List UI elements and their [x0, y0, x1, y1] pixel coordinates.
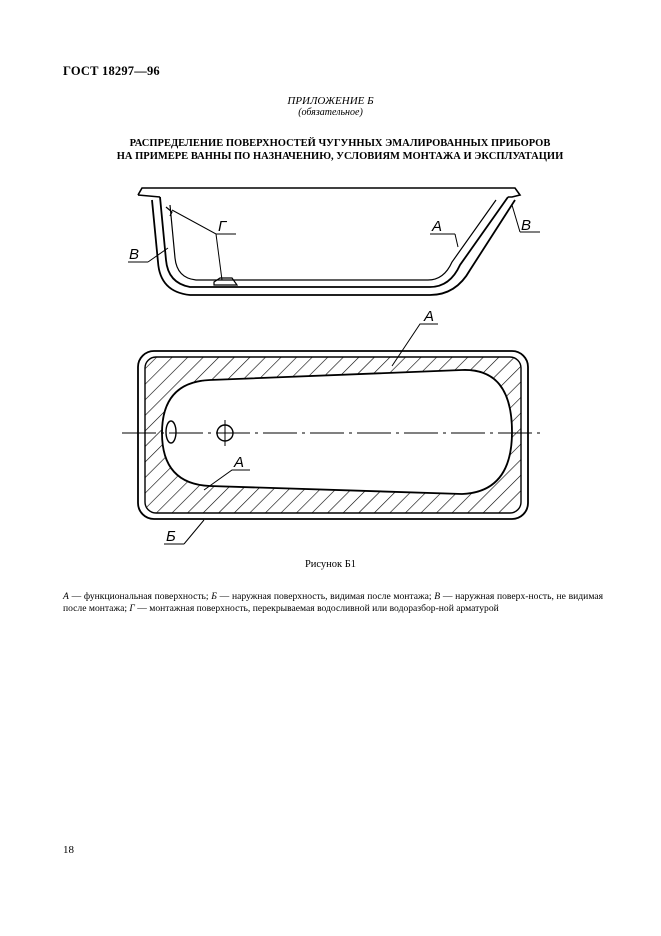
- legend-text-a: — функциональная поверхность;: [68, 591, 212, 602]
- legend-text-g: — монтажная поверхность, перекрываемая водосливной или водоразбор-ной арматурой: [134, 603, 499, 614]
- bathtub-section-view: [138, 188, 520, 295]
- document-code: ГОСТ 18297—96: [63, 64, 160, 78]
- figure-caption: Рисунок Б1: [304, 559, 357, 570]
- bathtub-plan-view: [122, 351, 540, 519]
- label-v-left: В: [129, 246, 140, 263]
- label-b: Б: [166, 528, 176, 545]
- legend-text-v: — наружная поверх-ность, не видимая после монтажа;: [63, 591, 603, 614]
- appendix-subtitle: (обязательное): [298, 107, 363, 118]
- label-a-plan-top: А: [424, 308, 435, 325]
- appendix-title: ПРИЛОЖЕНИЕ Б: [287, 95, 374, 107]
- legend-letter-g: Г: [129, 603, 135, 614]
- heading-line-1: РАСПРЕДЕЛЕНИЕ ПОВЕРХНОСТЕЙ ЧУГУННЫХ ЭМАЛИРОВАННЫХ ПРИБОРОВ: [129, 138, 551, 149]
- label-a-section: А: [432, 218, 443, 235]
- label-v-right: В: [521, 217, 532, 234]
- page-number: 18: [63, 844, 74, 856]
- legend-letter-v: В: [434, 591, 441, 602]
- legend-letter-b: Б: [211, 591, 217, 602]
- legend-letter-a: А: [63, 591, 69, 602]
- label-g: Г: [218, 218, 227, 235]
- label-a-plan-bottom: А: [234, 454, 245, 471]
- legend-text-b: — наружная поверхность, видимая после монтажа;: [216, 591, 435, 602]
- figure-legend: [63, 591, 603, 615]
- heading-line-2: НА ПРИМЕРЕ ВАННЫ ПО НАЗНАЧЕНИЮ, УСЛОВИЯМ МОНТАЖА И ЭКСПЛУАТАЦИИ: [116, 151, 564, 162]
